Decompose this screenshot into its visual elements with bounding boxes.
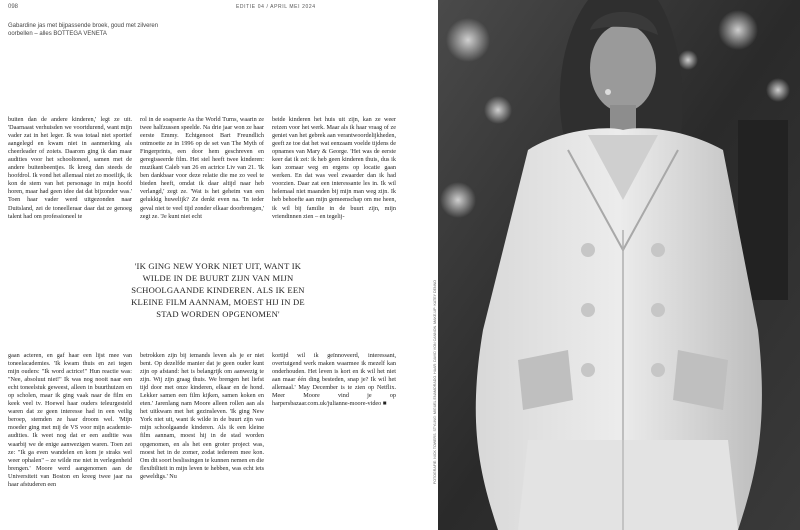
- article-column-3-bottom: [272, 352, 396, 522]
- pull-quote: 'IK GING NEW YORK NIET UIT, WANT IK WILDE IN DE BUURT ZIJN VAN MIJN SCHOOLGAANDE KINDEREN. ALS IK EEN KLEINE FILM AANNAM, MOEST HIJ IN DE STAD WORDEN OPGENOMEN': [131, 261, 305, 320]
- paragraph: gaan acteren, en gaf haar een lijst mee van toneelacademies. 'Ik kwam thuis en zei tegen mijn ouders: "Ik word actrice!" Hun reactie was: "Nee, absoluut niet!" Ik was nog nooit naar een echt toneelstuk geweest, alleen in buurthuizen en op scholen, maar ik ging vaak naar de film en keek veel tv. Hoewel haar ouders teleurgesteld waren dat ze geen interesse had in een veilig beroep, stemden ze haar droom wel. 'Mijn moeder ging met mij de VS voor mijn academie-audities. Ik weet nog dat er een auditie was waarbij we de enige aanwezigen waren. Toen zei ze: "Ik ga even wandelen en kom je straks wel weer ophalen" – ze wilde me niet in verlegenheid brengen.' Moore werd aangenomen aan de Universiteit van Boston en kreeg twee jaar na haar afstuderen een: [8, 352, 132, 488]
- article-column-3-top: [272, 116, 396, 244]
- issue-label: EDITIE 04 / APRIL MEI 2024: [236, 4, 316, 10]
- portrait-illustration: [438, 0, 800, 530]
- article-column-2-bottom: [140, 352, 264, 522]
- paragraph: betrokken zijn bij iemands leven als je er niet bent. Op dezelfde manier dat je geen ouder kunt zijn op afstand: het is belangrijk om aanwezig te zijn. Wij zijn graag thuis. We brengen het liefst tijd door met onze kinderen, elkaar en de hond. Lekker samen een film kijken, samen koken en eten.' Jarenlang nam Moore alleen rollen aan als het uitkwam met het gezinsleven. 'Ik ging New York niet uit, want ik wilde in de buurt zijn van mijn schoolgaande kinderen. Als ik een kleine film aannam, moest hij in de stad worden opgenomen, en als het een groter project was, moest het in de zomer, zodat iedereen mee kon. Om dit soort beslissingen te kunnen nemen en die flexibiliteit in mijn leven te hebben, was echt iets geweldigs.' Nu: [140, 352, 264, 480]
- paragraph: buiten dan de andere kinderen,' legt ze uit. 'Daarnaast verhuisden we voortdurend, want mijn vader zat in het leger. Ik was totaal niet sportief aangelegd en kwam niet in aanmerking als cheerleader of zoiets. Daarom ging ik dan maar audities voor het schooltoneel, samen met de andere buitenbeentjes. Ik kreeg dan steeds de hoofdrol. Ik vond het allemaal niet zo moeilijk, ik kon de stem van het personage in mijn hoofd horen, maar had geen idee dat dat bijzonder was.' Toen haar vader werd uitgezonden naar Duitsland, zei de toneelleraar daar dat ze genoeg talent had om professioneel te: [8, 116, 132, 220]
- portrait-photo: [438, 0, 800, 530]
- photo-credit: [430, 240, 438, 530]
- article-column-1-top: [8, 116, 132, 244]
- photo-credit-text: FOTOGRAFIE: NICK TOWERS. STYLING: MIGUEL ENAMORADO. HAAR: DAVID VON CANNON. MAKE-UP: KATEY DENNO: [433, 280, 437, 484]
- paragraph: kortijd wil ik geïnnoveerd, interessant, overtuigend werk maken waarmee ik mezelf kan onderhouden. Het leven is kort en ik wil het niet aan maar één ding besteden, snap je? Ik wil het allemaal.' May December is te zien op Netflix. Meer Moore vind je op harpersbazaar.com.uk/julianne-moore-video ■: [272, 352, 396, 408]
- article-column-1-bottom: [8, 352, 132, 522]
- photo-caption: Gabardine jas met bijpassende broek, goud met zilveren oorbellen – alles BOTTEGA VENETA: [8, 23, 159, 37]
- article-column-2-top: [140, 116, 264, 244]
- paragraph: rol in de soapserie As the World Turns, waarin ze twee halfzussen speelde. Na drie jaar won ze haar eerste Emmy. Echtgenoot Bart Freundlich ontmoette ze in 1996 op de set van The Myth of Fingerprints, een door hem geschreven en geregisseerde film. Het stel heeft twee kinderen: muzikant Caleb van 26 en actrice Liv van 21. 'Ik ben dankbaar voor deze relatie die me zo veel te bieden heeft, omdat ik daar altijd naar heb verlangd,' zegt ze. 'Wat is het geheim van een gelukkig huwelijk? Ze denkt even na. 'In ieder geval niet te veel tijd zonder elkaar doorbrengen,' zegt ze. 'Je kunt niet echt: [140, 116, 264, 220]
- paragraph: beide kinderen het huis uit zijn, kan ze weer reizen voor het werk. Maar als ik haar vraag of ze geniet van het gebrek aan verantwoordelijkheden, geeft ze toe dat het wat eenzaam voelde tijdens de opnames van Mary & George. 'Het was de eerste keer dat ik zei: ik heb geen kinderen thuis, dus ik kan zomaar weg en ergens op locatie gaan werken. En dat was veel zwaarder dan ik had voorzien. Daar zat een interessante les in. Ik wil helemaal niet maanden bij mijn man weg zijn. Ik heb behoefte aan mijn gemeenschap om me heen, ik wil bij familie in de buurt zijn, mijn vriendinnen zien – en tegelij-: [272, 116, 396, 220]
- page-number: 098: [8, 4, 19, 10]
